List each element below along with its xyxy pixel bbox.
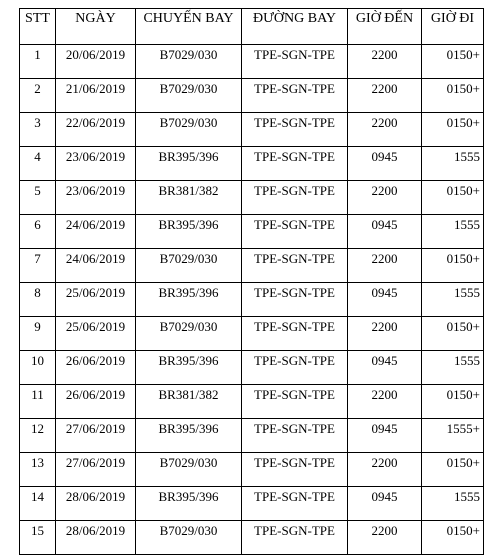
table-row (20, 385, 484, 419)
flight-cell: B7029/030 (136, 453, 242, 487)
date-cell: 20/06/2019 (56, 45, 136, 79)
departure-time-cell: 1555 (422, 487, 484, 521)
table-row (20, 317, 484, 351)
route-cell: TPE-SGN-TPE (242, 45, 348, 79)
flight-cell: B7029/030 (136, 317, 242, 351)
departure-time-cell: 0150+ (422, 45, 484, 79)
route-cell: TPE-SGN-TPE (242, 351, 348, 385)
stt-cell: 5 (20, 181, 56, 215)
stt-cell: 6 (20, 215, 56, 249)
table-row (20, 283, 484, 317)
departure-time-cell: 0150+ (422, 181, 484, 215)
stt-cell: 14 (20, 487, 56, 521)
route-cell: TPE-SGN-TPE (242, 147, 348, 181)
arrival-time-cell: 0945 (348, 487, 422, 521)
route-cell: TPE-SGN-TPE (242, 283, 348, 317)
arrival-time-cell: 2200 (348, 385, 422, 419)
arrival-time-cell: 2200 (348, 249, 422, 283)
stt-cell: 8 (20, 283, 56, 317)
departure-time-cell: 0150+ (422, 113, 484, 147)
arrival-time-cell: 0945 (348, 215, 422, 249)
departure-time-cell: 0150+ (422, 521, 484, 555)
departure-time-cell: 0150+ (422, 453, 484, 487)
arrival-time-cell: 2200 (348, 113, 422, 147)
stt-cell: 7 (20, 249, 56, 283)
date-cell: 25/06/2019 (56, 283, 136, 317)
route-cell: TPE-SGN-TPE (242, 487, 348, 521)
arrival-time-cell: 0945 (348, 351, 422, 385)
date-cell: 26/06/2019 (56, 351, 136, 385)
stt-cell: 9 (20, 317, 56, 351)
header-row (20, 9, 484, 45)
stt-cell: 11 (20, 385, 56, 419)
table-row (20, 215, 484, 249)
header-stt: STT (20, 9, 56, 45)
route-cell: TPE-SGN-TPE (242, 181, 348, 215)
route-cell: TPE-SGN-TPE (242, 215, 348, 249)
departure-time-cell: 0150+ (422, 317, 484, 351)
date-cell: 22/06/2019 (56, 113, 136, 147)
date-cell: 23/06/2019 (56, 181, 136, 215)
flight-cell: B7029/030 (136, 249, 242, 283)
flight-cell: BR395/396 (136, 351, 242, 385)
route-cell: TPE-SGN-TPE (242, 249, 348, 283)
stt-cell: 3 (20, 113, 56, 147)
stt-cell: 4 (20, 147, 56, 181)
date-cell: 28/06/2019 (56, 487, 136, 521)
route-cell: TPE-SGN-TPE (242, 419, 348, 453)
route-cell: TPE-SGN-TPE (242, 317, 348, 351)
flight-cell: BR395/396 (136, 283, 242, 317)
flight-cell: BR381/382 (136, 181, 242, 215)
route-cell: TPE-SGN-TPE (242, 453, 348, 487)
route-cell: TPE-SGN-TPE (242, 521, 348, 555)
table-row (20, 147, 484, 181)
stt-cell: 13 (20, 453, 56, 487)
stt-cell: 12 (20, 419, 56, 453)
flight-cell: B7029/030 (136, 45, 242, 79)
flight-cell: BR395/396 (136, 419, 242, 453)
date-cell: 28/06/2019 (56, 521, 136, 555)
table-row (20, 249, 484, 283)
stt-cell: 10 (20, 351, 56, 385)
arrival-time-cell: 2200 (348, 521, 422, 555)
table-row (20, 79, 484, 113)
table-row (20, 113, 484, 147)
arrival-time-cell: 2200 (348, 317, 422, 351)
date-cell: 24/06/2019 (56, 249, 136, 283)
header-gio-di: GIỜ ĐI (422, 9, 484, 45)
departure-time-cell: 1555+ (422, 419, 484, 453)
header-chuyen-bay: CHUYẾN BAY (136, 9, 242, 45)
date-cell: 27/06/2019 (56, 419, 136, 453)
table-body (20, 45, 484, 555)
arrival-time-cell: 2200 (348, 453, 422, 487)
table-row (20, 521, 484, 555)
flight-cell: B7029/030 (136, 79, 242, 113)
date-cell: 23/06/2019 (56, 147, 136, 181)
stt-cell: 15 (20, 521, 56, 555)
departure-time-cell: 1555 (422, 283, 484, 317)
header-duong-bay: ĐƯỜNG BAY (242, 9, 348, 45)
table-row (20, 45, 484, 79)
date-cell: 24/06/2019 (56, 215, 136, 249)
flight-cell: BR381/382 (136, 385, 242, 419)
date-cell: 27/06/2019 (56, 453, 136, 487)
flight-cell: B7029/030 (136, 113, 242, 147)
table-row (20, 351, 484, 385)
table-header (20, 9, 484, 45)
route-cell: TPE-SGN-TPE (242, 385, 348, 419)
flight-cell: BR395/396 (136, 147, 242, 181)
route-cell: TPE-SGN-TPE (242, 113, 348, 147)
departure-time-cell: 1555 (422, 351, 484, 385)
arrival-time-cell: 2200 (348, 181, 422, 215)
flight-schedule-table (19, 8, 484, 555)
arrival-time-cell: 0945 (348, 419, 422, 453)
table-row (20, 419, 484, 453)
departure-time-cell: 1555 (422, 147, 484, 181)
stt-cell: 2 (20, 79, 56, 113)
date-cell: 26/06/2019 (56, 385, 136, 419)
date-cell: 25/06/2019 (56, 317, 136, 351)
stt-cell: 1 (20, 45, 56, 79)
table-row (20, 181, 484, 215)
arrival-time-cell: 0945 (348, 283, 422, 317)
table-row (20, 453, 484, 487)
header-gio-den: GIỜ ĐẾN (348, 9, 422, 45)
route-cell: TPE-SGN-TPE (242, 79, 348, 113)
departure-time-cell: 0150+ (422, 385, 484, 419)
departure-time-cell: 0150+ (422, 79, 484, 113)
date-cell: 21/06/2019 (56, 79, 136, 113)
departure-time-cell: 0150+ (422, 249, 484, 283)
flight-cell: B7029/030 (136, 521, 242, 555)
flight-cell: BR395/396 (136, 215, 242, 249)
flight-cell: BR395/396 (136, 487, 242, 521)
arrival-time-cell: 0945 (348, 147, 422, 181)
arrival-time-cell: 2200 (348, 79, 422, 113)
table-row (20, 487, 484, 521)
arrival-time-cell: 2200 (348, 45, 422, 79)
departure-time-cell: 1555 (422, 215, 484, 249)
header-ngay: NGÀY (56, 9, 136, 45)
